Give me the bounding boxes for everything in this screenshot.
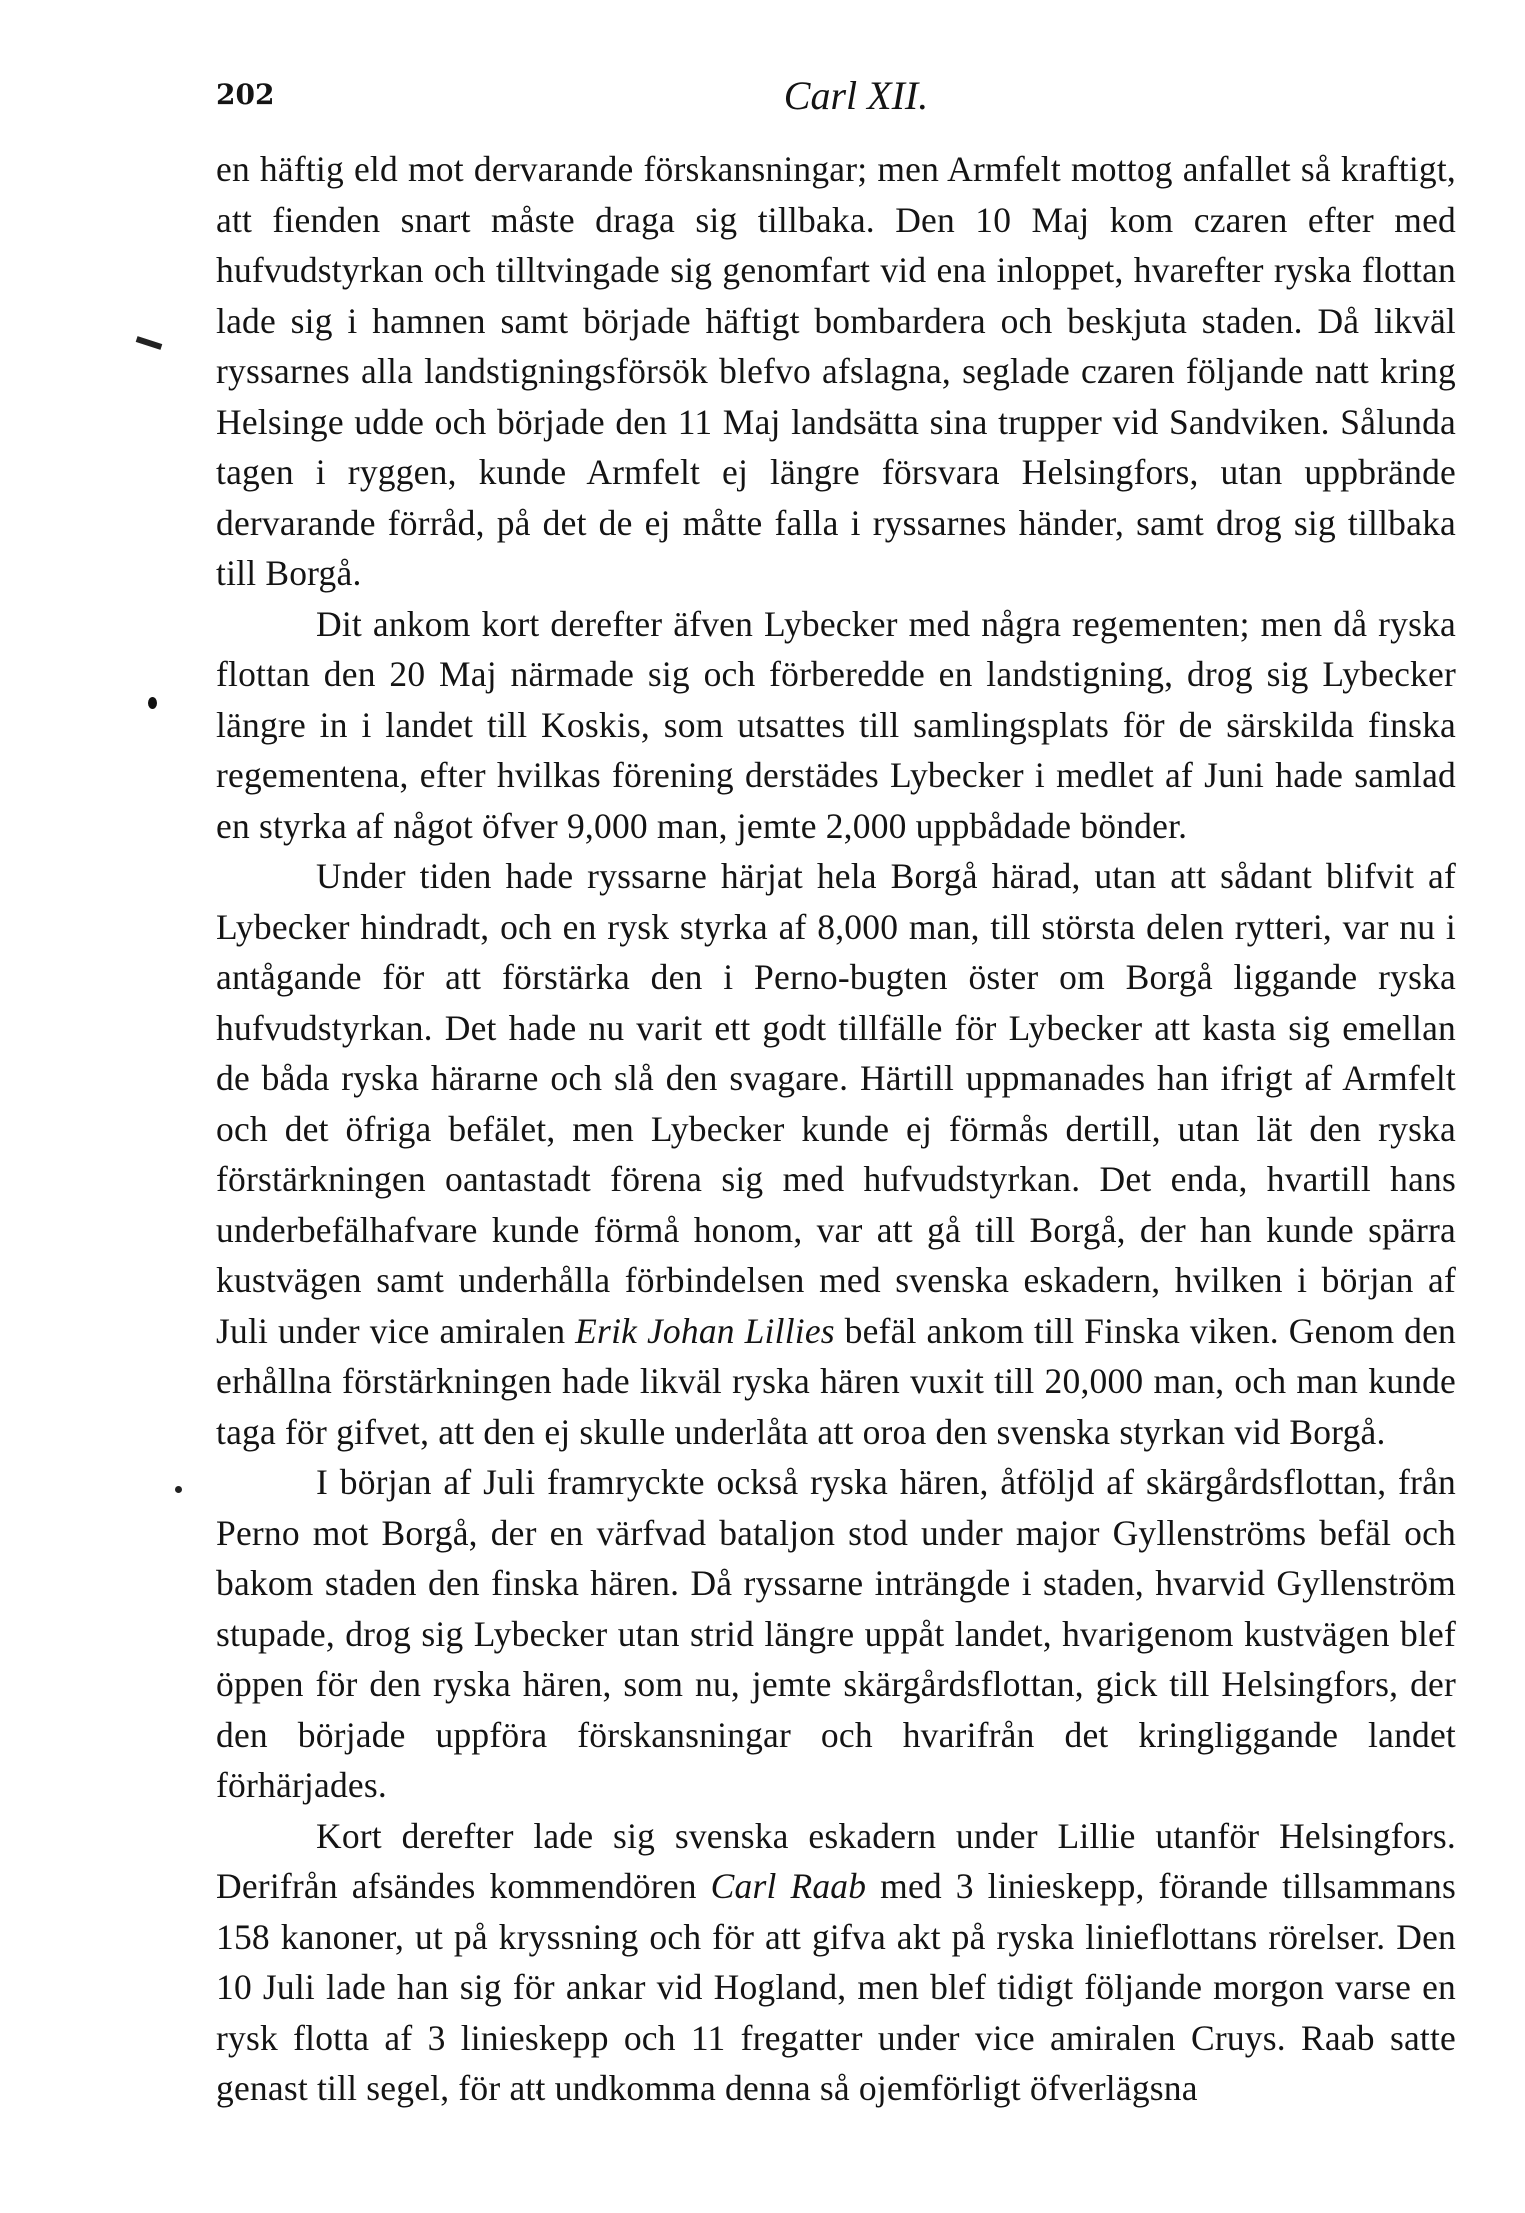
paragraph-5 <box>216 1811 1456 2114</box>
paragraph-text: Kort derefter lade sig svenska eskadern under Lillie utanför Helsingfors. Derifrån afsändes kommendören <box>216 1815 1456 1906</box>
paragraph-text: I början af Juli framryckte också ryska hären, åtföljd af skärgårdsflottan, från Perno mot Borgå, der en värfvad bataljon stod under major Gyllenströms befäl och bakom staden den finska hären. Då ryssarne inträngde i staden, hvarvid Gyllenström stupade, drog sig Lybecker utan strid längre uppåt landet, hvarigenom kustvägen blef öppen för den ryska hären, som nu, jemte skärgårdsflottan, gick till Helsingfors, der den började uppföra förskansningar och hvarifrån det kringliggande landet förhärjades. <box>216 1462 1456 1805</box>
paragraph-text: befäl ankom till Finska viken. Genom den erhållna förstärkningen hade likväl ryska hären vuxit till 20,000 man, och man kunde taga för gifvet, att den ej skulle underlåta att oroa den svenska styrkan vid Borgå. <box>216 1310 1456 1452</box>
margin-dot-mark <box>148 697 157 709</box>
italic-name: Carl Raab <box>710 1866 867 1906</box>
paragraph-text: Under tiden hade ryssarne härjat hela Borgå härad, utan att sådant blifvit af Lybecker hindradt, och en rysk styrka af 8,000 man, till största delen rytteri, var nu i antågande för att förstärka den i Perno-bugten öster om Borgå liggande ryska hufvudstyrkan. Det hade nu varit ett godt tillfälle för Lybecker att kasta sig emellan de båda ryska härarne och slå den svagare. Härtill uppmanades han ifrigt af Armfelt och det öfriga befälet, men Lybecker kunde ej förmås dertill, utan lät den ryska förstärkningen oantastadt förena sig med hufvudstyrkan. Det enda, hvartill hans underbefälhafvare kunde förmå honom, var att gå till Borgå, der han kunde spärra kustvägen samt underhålla förbindelsen med svenska eskadern, hvilken i början af Juli under vice amiralen <box>216 856 1456 1351</box>
margin-dash-mark <box>136 336 163 350</box>
margin-dot-mark <box>175 1486 182 1493</box>
paragraph-3 <box>216 851 1456 1457</box>
page-number: 202 <box>216 78 275 111</box>
paragraph-text: en häftig eld mot dervarande förskansningar; men Armfelt mottog anfallet så kraftigt, att fienden snart måste draga sig tillbaka. Den 10 Maj kom czaren efter med hufvudstyrkan och tilltvingade sig genomfart vid ena inloppet, hvarefter ryska flottan lade sig i hamnen samt började häftigt bombardera och beskjuta staden. Då likväl ryssarnes alla landstigningsförsök blefvo afslagna, seglade czaren följande natt kring Helsinge udde och började den 11 Maj landsätta sina trupper vid Sandviken. Sålunda tagen i ryggen, kunde Armfelt ej längre försvara Helsingfors, utan uppbrände dervarande förråd, på det de ej måtte falla i ryssarnes händer, samt drog sig tillbaka till Borgå. <box>216 149 1456 593</box>
running-title: Carl XII. <box>783 73 929 118</box>
paragraph-2 <box>216 599 1456 852</box>
book-page <box>216 72 1456 2114</box>
paragraph-4 <box>216 1457 1456 1811</box>
paragraph-text: med 3 linieskepp, förande tillsammans 158 kanoner, ut på kryssning och för att gifva akt på ryska linieflottans rörelser. Den 10 Juli lade han sig för ankar vid Hogland, men blef tidigt följande morgon varse en rysk flotta af 3 linieskepp och 11 fregatter under vice amiralen Cruys. Raab satte genast till segel, för att undkomma denna så ojemförligt öfverlägsna <box>216 1866 1457 2108</box>
paragraph-1 <box>216 144 1456 599</box>
italic-name: Erik Johan Lillies <box>575 1310 835 1351</box>
body-text <box>216 144 1456 2114</box>
paragraph-text: Dit ankom kort derefter äfven Lybecker med några regementen; men då ryska flottan den 20 Maj närmade sig och förberedde en landstigning, drog sig Lybecker längre in i landet till Koskis, som utsattes till samlingsplats för de särskilda finska regementena, efter hvilkas förening derstädes Lybecker i medlet af Juni hade samlad en styrka af något öfver 9,000 man, jemte 2,000 uppbådade bönder. <box>216 603 1456 846</box>
page-header <box>216 72 1456 132</box>
